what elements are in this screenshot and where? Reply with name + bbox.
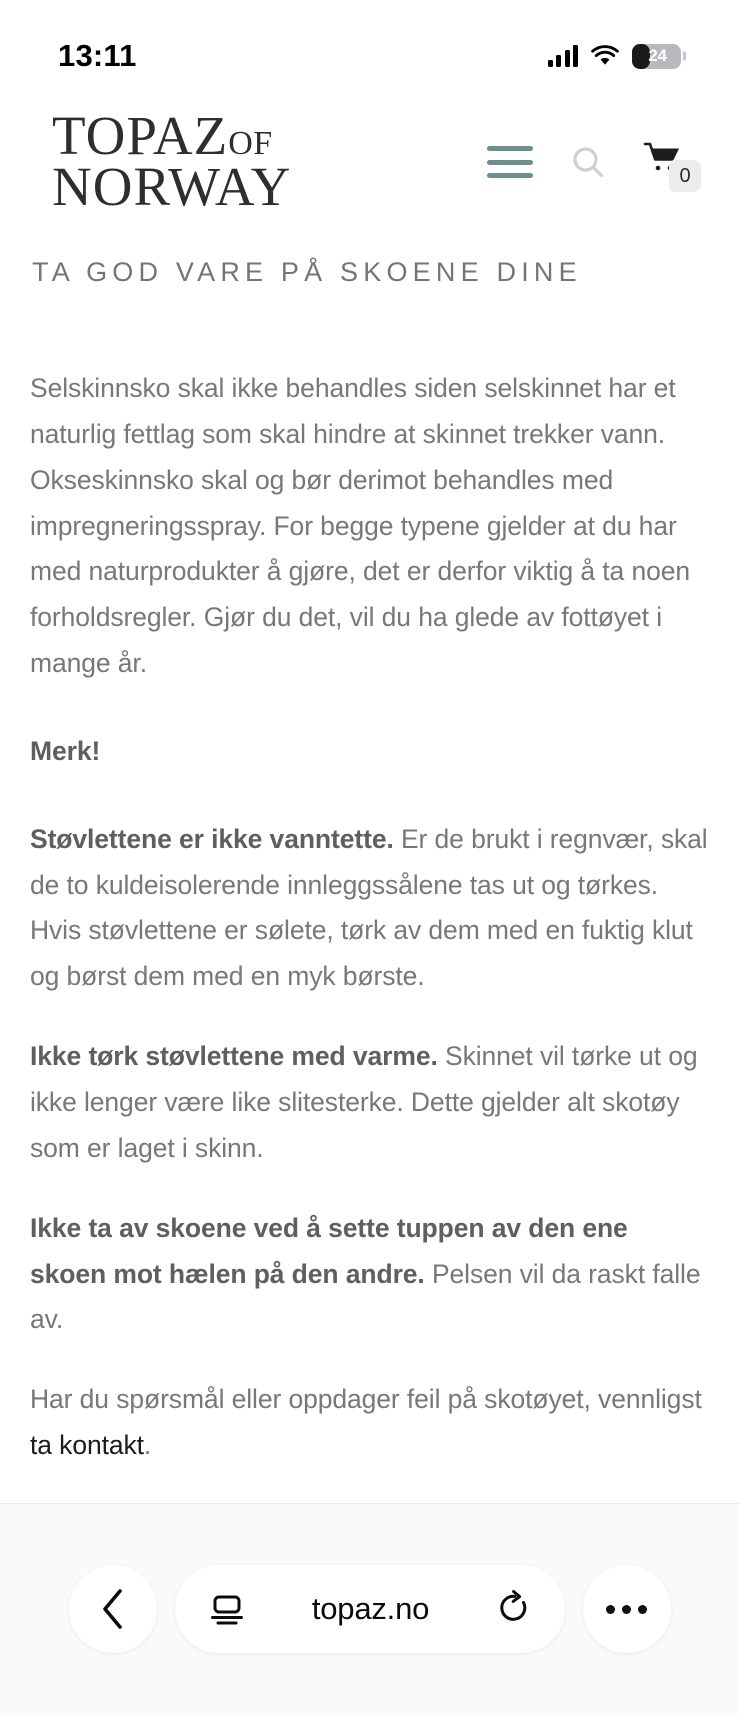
site-logo[interactable] (52, 105, 292, 217)
paragraph-intro-text: Selskinnsko skal ikke behandles siden selskinnet har et naturlig fettlag som skal hindre at skinnet trekker vann. Okseskinnsko skal og bør derimot behandles med impregneringsspray. For begge typene gjelder at du har med naturprodukter å gjøre, det er derfor viktig å ta noen forholdsregler. Gjør du det, vil du ha glede av fottøyet i mange år. (30, 373, 691, 679)
header-actions (487, 142, 709, 187)
paragraph-merk (30, 729, 709, 775)
closing-text-after: . (143, 1430, 152, 1461)
paragraph-haelen (30, 1206, 709, 1344)
paragraph-varme-text: Skinnet vil tørke ut og ikke lenger være like slitesterke. Dette gjelder alt skotøy som er laget i skinn. (30, 1041, 698, 1163)
paragraph-varme (30, 1034, 709, 1172)
logo-word-norway: NORWAY (52, 156, 292, 217)
hamburger-menu-icon[interactable] (487, 146, 533, 178)
paragraph-merk-bold: Merk! (30, 735, 101, 766)
paragraph-vanntette-text: Er de brukt i regnvær, skal de to kuldeisolerende innleggssålene tas ut og tørkes. Hvis støvlettene er sølete, tørk av dem med en fuktig klut og børst dem med en myk børste. (30, 823, 708, 992)
paragraph-varme-bold: Ikke tørk støvlettene med varme. (30, 1041, 438, 1072)
page-settings-icon (209, 1591, 245, 1627)
back-button[interactable] (69, 1565, 157, 1653)
reload-button[interactable] (497, 1590, 531, 1628)
page-title: TA GOD VARE PÅ SKOENE DINE (32, 257, 582, 287)
more-options-icon (606, 1605, 647, 1614)
chevron-left-icon (98, 1587, 128, 1631)
cellular-signal-icon (548, 45, 579, 67)
page-settings-button[interactable] (209, 1591, 245, 1627)
cart-count-badge: 0 (669, 160, 701, 192)
status-indicators (548, 44, 682, 69)
status-bar (0, 0, 739, 92)
url-bar[interactable] (175, 1565, 565, 1653)
url-text: topaz.no (311, 1591, 430, 1627)
paragraph-haelen-bold: Ikke ta av skoene ved å sette tuppen av den ene skoen mot hælen på den andre. (30, 1212, 628, 1289)
more-options-button[interactable] (583, 1565, 671, 1653)
cart-button[interactable] (643, 142, 691, 187)
battery-level: 24 (648, 46, 667, 65)
closing-text-before: Har du spørsmål eller oppdager feil på skotøyet, vennligst (30, 1384, 702, 1415)
contact-link[interactable]: ta kontakt (30, 1430, 144, 1461)
site-header (0, 92, 739, 232)
battery-icon (632, 44, 681, 69)
logo-word-of: OF (228, 125, 273, 163)
article-body (30, 366, 709, 1469)
page-content (0, 232, 739, 1503)
browser-toolbar (0, 1503, 739, 1715)
wifi-icon (591, 46, 619, 67)
paragraph-intro (30, 366, 709, 687)
search-icon[interactable] (571, 145, 605, 179)
paragraph-haelen-text: Pelsen vil da raskt falle av. (30, 1258, 701, 1335)
reload-icon (497, 1590, 531, 1628)
logo-word-topaz: TOPAZ (52, 105, 229, 167)
status-time: 13:11 (58, 38, 137, 73)
paragraph-vanntette-bold: Støvlettene er ikke vanntette. (30, 823, 394, 854)
paragraph-closing (30, 1377, 709, 1469)
paragraph-vanntette (30, 817, 709, 1000)
